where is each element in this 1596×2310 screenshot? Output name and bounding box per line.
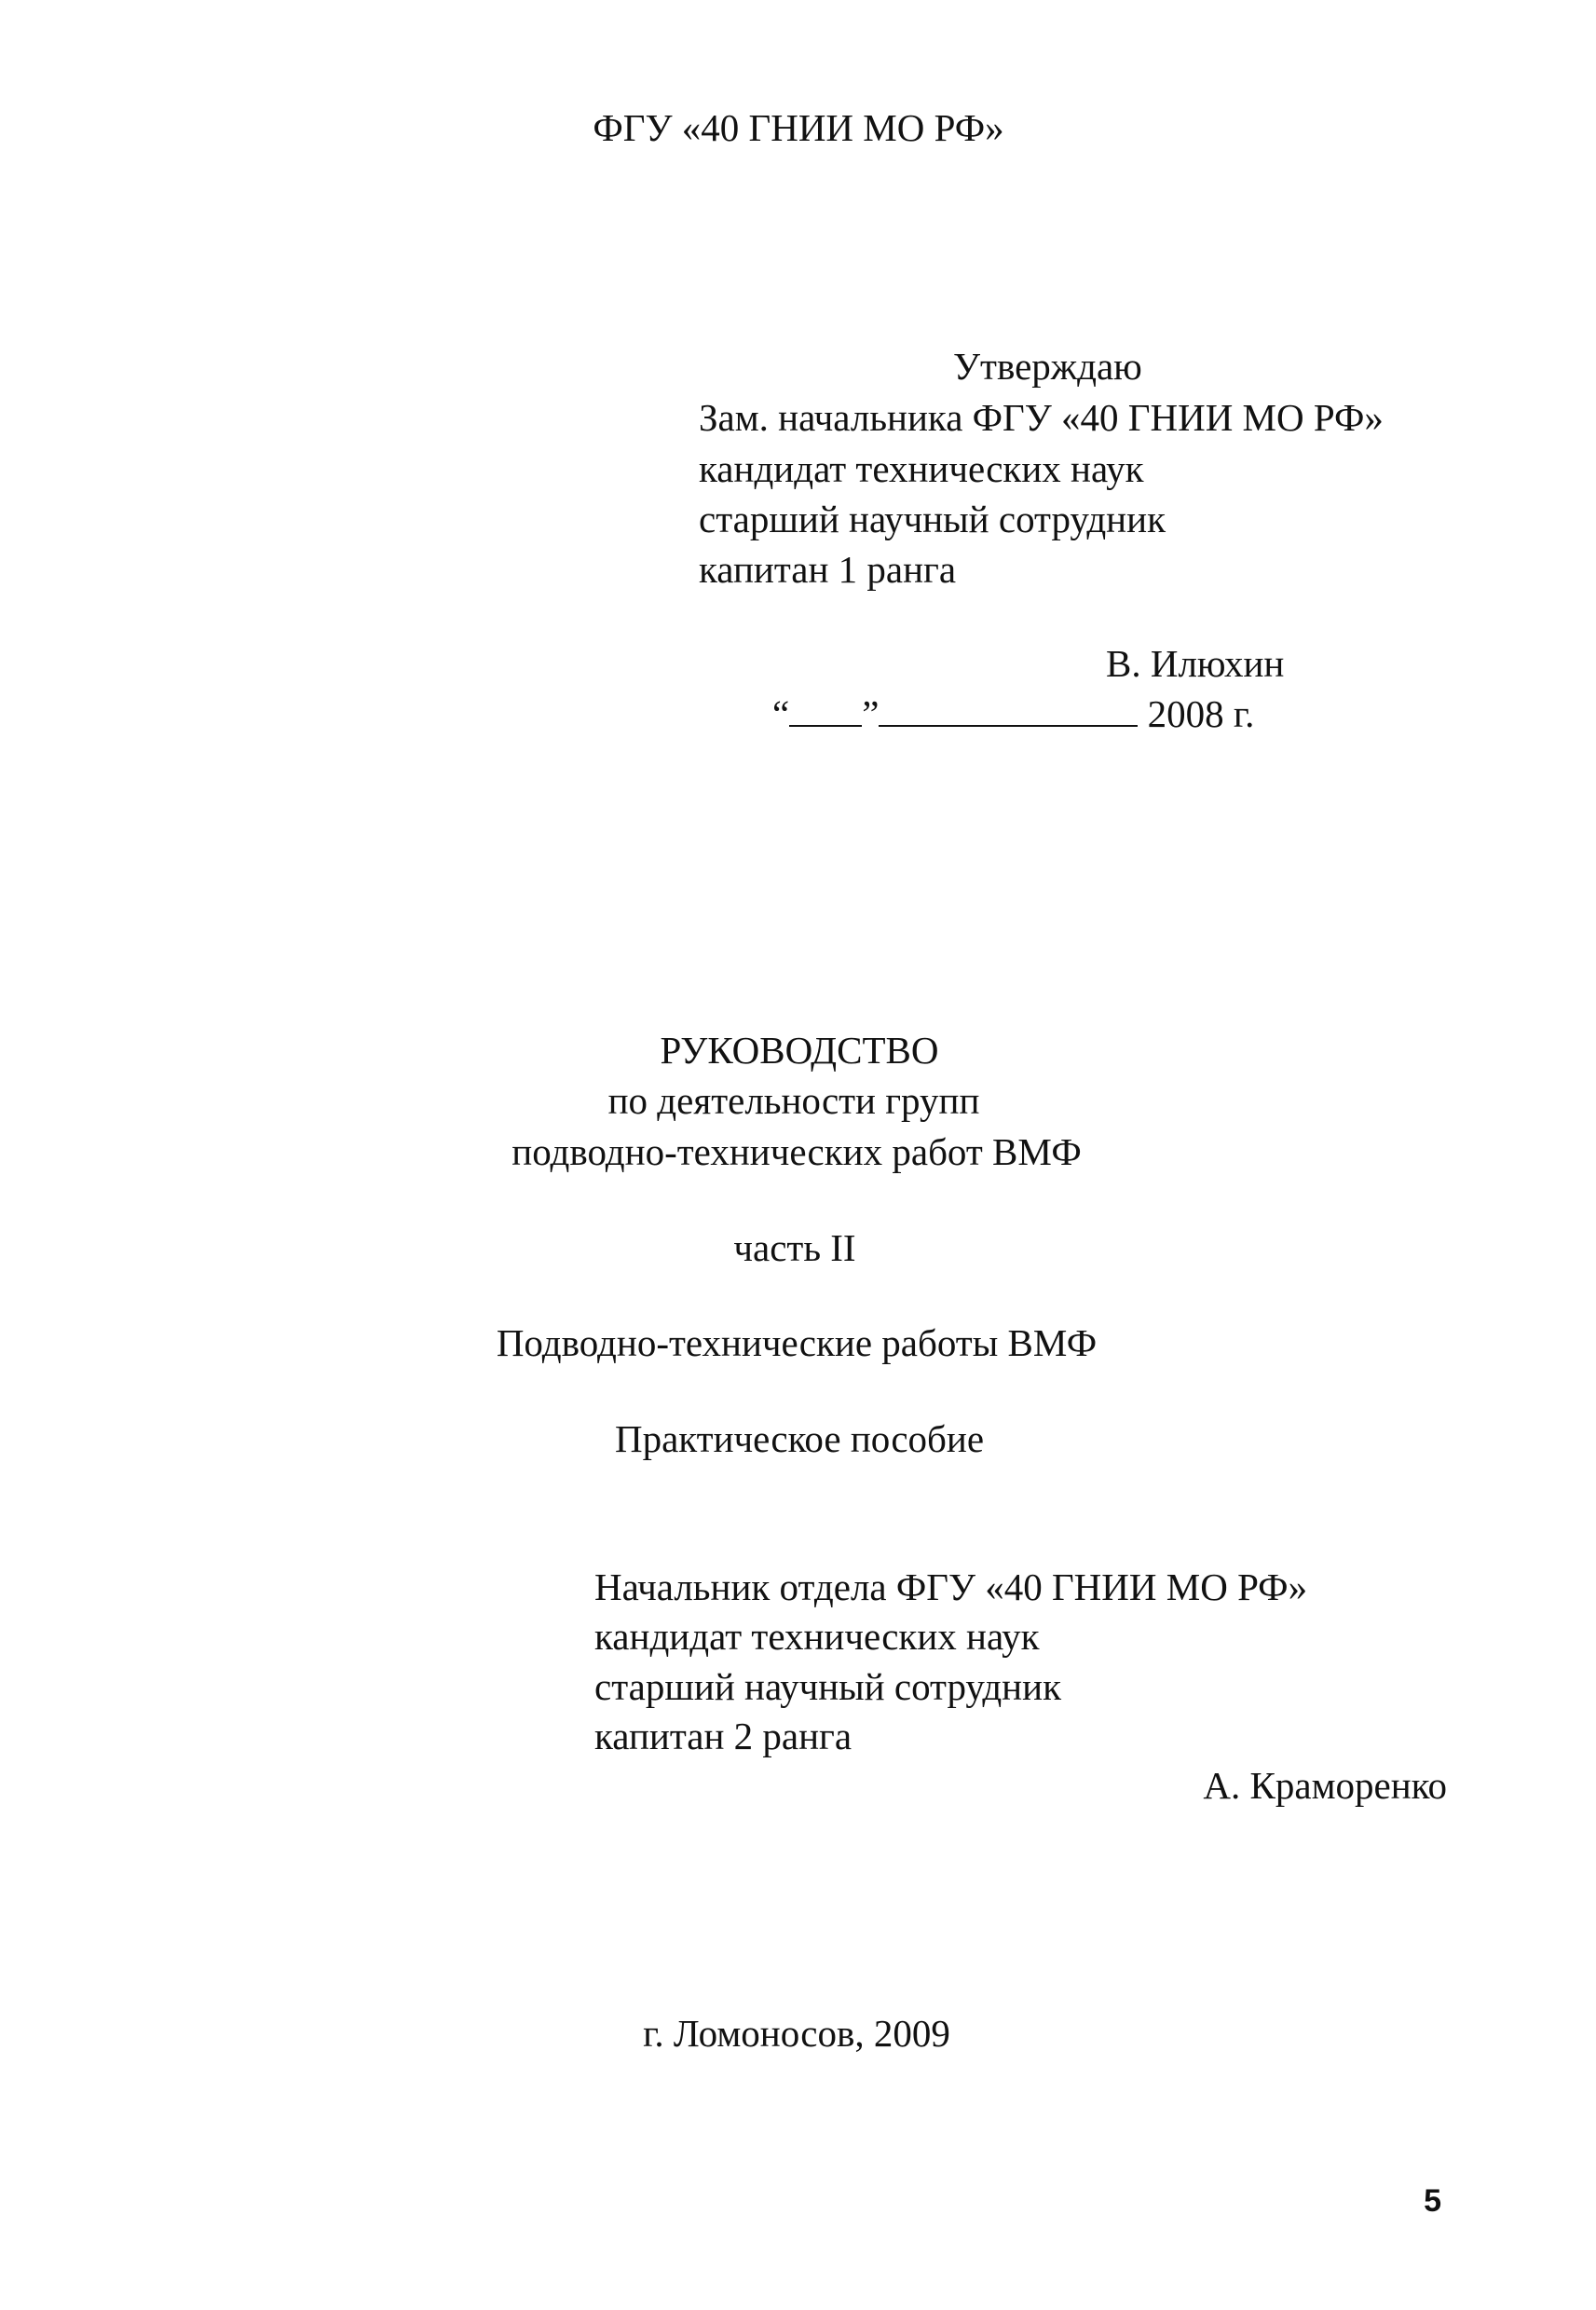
date-close-quote: ” [862,692,880,735]
approval-degree: кандидат технических наук [699,447,1144,490]
date-year: 2008 г. [1147,692,1255,735]
page-number: 5 [1424,2183,1441,2219]
document-part: часть II [733,1226,856,1269]
place-and-year: г. Ломоносов, 2009 [643,2012,950,2055]
author-rank-title: старший научный сотрудник [594,1665,1061,1708]
organization-header: ФГУ «40 ГНИИ МО РФ» [593,106,1004,149]
approval-date-line [772,692,1255,735]
author-degree: кандидат технических наук [594,1615,1040,1658]
month-blank [879,695,1138,727]
approval-military-rank: капитан 1 ранга [699,548,957,591]
author-position: Начальник отдела ФГУ «40 ГНИИ МО РФ» [594,1565,1308,1608]
document-type: Практическое пособие [614,1417,985,1460]
document-subtitle-line2: подводно-технических работ ВМФ [512,1130,1082,1173]
author-name: А. Краморенко [1203,1764,1447,1807]
document-title: РУКОВОДСТВО [660,1029,939,1072]
document-part-title: Подводно-технические работы ВМФ [496,1321,1098,1364]
document-subtitle-line1: по деятельности групп [607,1079,980,1122]
author-military-rank: капитан 2 ранга [594,1715,853,1757]
approval-title: Утверждаю [953,345,1142,388]
day-blank [789,695,862,727]
approval-rank-title: старший научный сотрудник [699,498,1166,540]
date-open-quote: “ [772,692,790,735]
approval-signatory: В. Илюхин [1106,642,1285,685]
approval-position: Зам. начальника ФГУ «40 ГНИИ МО РФ» [699,396,1384,439]
